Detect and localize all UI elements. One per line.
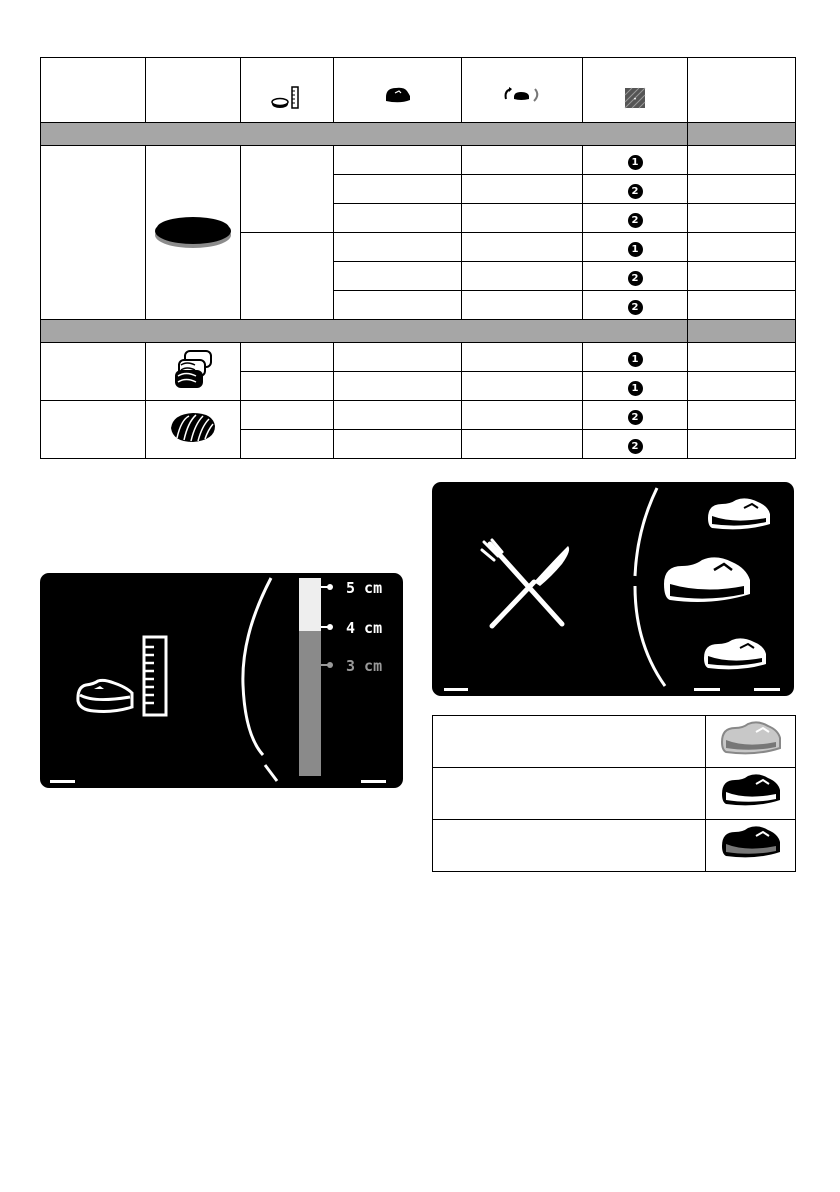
level-cell (583, 175, 688, 204)
table-row (41, 401, 796, 430)
level-number: 1 (628, 155, 643, 170)
level-number: 2 (628, 300, 643, 315)
table-cell (688, 233, 796, 262)
level-cell (583, 401, 688, 430)
table-cell (688, 372, 796, 401)
level-number: 1 (628, 381, 643, 396)
level-number: 2 (628, 184, 643, 199)
table-cell (462, 291, 583, 320)
section-label (41, 123, 688, 146)
thickness-cell (241, 146, 334, 233)
food-image-cell (146, 146, 241, 320)
steak-well-done-icon (700, 636, 772, 676)
table-cell (688, 430, 796, 459)
tick-5cm-dot (327, 584, 333, 590)
svg-text:•: • (633, 96, 637, 103)
fish-steaks-icon (169, 348, 217, 392)
section-label (41, 320, 688, 343)
thickness-display (40, 573, 403, 788)
scale-label-3cm: 3 cm (346, 657, 383, 675)
legend-icon-cell (706, 820, 796, 872)
table-cell (688, 175, 796, 204)
header-doneness (334, 58, 462, 123)
section-row (41, 123, 796, 146)
right-softkey-indicator (754, 688, 780, 691)
steak-side-icon (152, 211, 234, 251)
header-turn (462, 58, 583, 123)
header-level (583, 58, 688, 123)
doneness-display (432, 482, 794, 696)
level-cell (583, 291, 688, 320)
section-cell (688, 320, 796, 343)
food-cell (41, 343, 146, 401)
level-cell (583, 430, 688, 459)
table-cell (688, 204, 796, 233)
table-cell (688, 146, 796, 175)
table-cell (334, 262, 462, 291)
thickness-ruler-icon (270, 84, 304, 110)
table-cell (462, 233, 583, 262)
left-softkey-indicator (444, 688, 468, 691)
table-cell (334, 291, 462, 320)
doneness-legend (432, 715, 796, 872)
level-number: 2 (628, 213, 643, 228)
steak-light-icon (718, 720, 784, 760)
level-number: 2 (628, 439, 643, 454)
tick-3cm-dot (327, 662, 333, 668)
thickness-cell (241, 233, 334, 320)
table-cell (241, 430, 334, 459)
shelf-level-icon (624, 87, 646, 109)
legend-row (433, 716, 796, 768)
table-cell (688, 291, 796, 320)
scale-arc (235, 575, 285, 785)
legend-row (433, 768, 796, 820)
table-cell (334, 401, 462, 430)
table-cell (462, 343, 583, 372)
tick-4cm-dot (327, 624, 333, 630)
level-cell (583, 262, 688, 291)
table-cell (462, 175, 583, 204)
level-number: 1 (628, 352, 643, 367)
legend-row (433, 820, 796, 872)
legend-text-cell (433, 768, 706, 820)
table-cell (688, 343, 796, 372)
steak-dark-icon (718, 824, 784, 864)
table-header-row (41, 58, 796, 123)
steak-rare-icon (704, 496, 776, 536)
table-cell (462, 430, 583, 459)
table-row (41, 343, 796, 372)
legend-icon-cell (706, 768, 796, 820)
legend-text-cell (433, 716, 706, 768)
food-image-cell (146, 401, 241, 459)
steak-medium-icon (718, 772, 784, 812)
table-cell (334, 204, 462, 233)
section-cell (688, 123, 796, 146)
legend-text-cell (433, 820, 706, 872)
level-number: 2 (628, 271, 643, 286)
table-cell (688, 262, 796, 291)
table-cell (462, 204, 583, 233)
table-cell (334, 233, 462, 262)
level-number: 2 (628, 410, 643, 425)
level-number: 1 (628, 242, 643, 257)
food-cell (41, 146, 146, 320)
table-row (41, 146, 796, 175)
table-cell (688, 401, 796, 430)
settings-table (40, 57, 796, 459)
thickness-bar-fill (299, 631, 321, 776)
level-cell (583, 372, 688, 401)
header-cell (41, 58, 146, 123)
right-softkey-indicator (361, 780, 386, 783)
level-cell (583, 146, 688, 175)
food-cell (41, 401, 146, 459)
section-row (41, 320, 796, 343)
table-cell (462, 146, 583, 175)
turn-over-icon (502, 85, 542, 105)
table-cell (241, 372, 334, 401)
middle-softkey-indicator (694, 688, 720, 691)
header-cell (146, 58, 241, 123)
steak-medium-icon (660, 554, 756, 610)
table-cell (462, 372, 583, 401)
table-cell (241, 401, 334, 430)
scale-label-5cm: 5 cm (346, 579, 383, 597)
level-cell (583, 343, 688, 372)
left-softkey-indicator (50, 780, 75, 783)
food-image-cell (146, 343, 241, 401)
fish-fillet-icon (167, 410, 219, 446)
table-cell (462, 262, 583, 291)
scale-label-4cm: 4 cm (346, 619, 383, 637)
header-cell (688, 58, 796, 123)
table-cell (241, 343, 334, 372)
table-cell (334, 343, 462, 372)
table-cell (334, 372, 462, 401)
steak-doneness-icon (382, 85, 414, 105)
table-cell (334, 430, 462, 459)
legend-icon-cell (706, 716, 796, 768)
table-cell (334, 175, 462, 204)
table-cell (462, 401, 583, 430)
table-cell (334, 146, 462, 175)
level-cell (583, 204, 688, 233)
cutlery-icon (480, 538, 576, 630)
header-thickness (241, 58, 334, 123)
level-cell (583, 233, 688, 262)
steak-thickness-icon (74, 633, 184, 723)
